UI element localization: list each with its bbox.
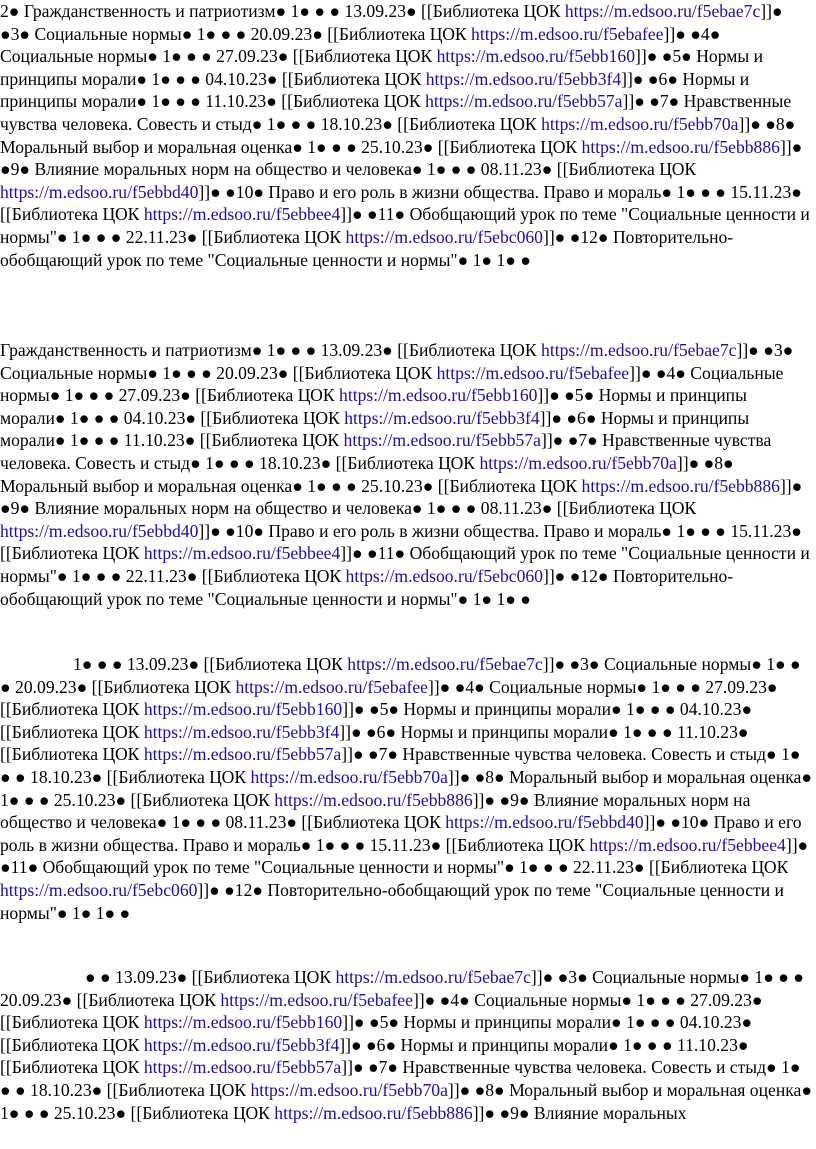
- paragraph-4: ● ● 13.09.23● [[Библиотека ЦОК https://m.edsoo.ru/f5ebae7c]]● ●3● Социальные нормы● 1● ● ● 20.09.23● [[Библиотека ЦОК https://m.edsoo.ru/f5ebafee]]● ●4● Социальные нормы● 1● ● ● 27.09.23● [[Библиотека ЦОК https://m.edsoo.ru/f5ebb160]]● ●5● Нормы и принципы морали● 1● ● ● 04.10.23● [[Библиотека ЦОК https://m.edsoo.ru/f5ebb3f4]]● ●6● Нормы и принципы морали● 1● ● ● 11.10.23● [[Библиотека ЦОК https://m.edsoo.ru/f5ebb57a]]● ●7● Нравственные чувства человека. Совесть и стыд● 1● ● ● 18.10.23● [[Библиотека ЦОК https://m.edsoo.ru/f5ebb70a]]● ●8● Моральный выбор и моральная оценка● 1● ● ● 25.10.23● [[Библиотека ЦОК https://m.edsoo.ru/f5ebb886]]● ●9● Влияние моральных: [0, 967, 812, 1123]
- library-link[interactable]: https://m.edsoo.ru/f5ebb886: [274, 1102, 473, 1123]
- library-link[interactable]: https://m.edsoo.ru/f5ebb3f4: [143, 1034, 340, 1055]
- library-link[interactable]: https://m.edsoo.ru/f5ebb886: [274, 789, 473, 810]
- library-link[interactable]: https://m.edsoo.ru/f5ebbd40: [0, 520, 199, 541]
- library-link[interactable]: https://m.edsoo.ru/f5ebc060: [0, 879, 198, 900]
- paragraph-3: 1● ● ● 13.09.23● [[Библиотека ЦОК https://m.edsoo.ru/f5ebae7c]]● ●3● Социальные нормы● 1● ● ● 20.09.23● [[Библиотека ЦОК https://m.edsoo.ru/f5ebafee]]● ●4● Социальные нормы● 1● ● ● 27.09.23● [[Библиотека ЦОК https://m.edsoo.ru/f5ebb160]]● ●5● Нормы и принципы морали● 1● ● ● 04.10.23● [[Библиотека ЦОК https://m.edsoo.ru/f5ebb3f4]]● ●6● Нормы и принципы морали● 1● ● ● 11.10.23● [[Библиотека ЦОК https://m.edsoo.ru/f5ebb57a]]● ●7● Нравственные чувства человека. Совесть и стыд● 1● ● ● 18.10.23● [[Библиотека ЦОК https://m.edsoo.ru/f5ebb70a]]● ●8● Моральный выбор и моральная оценка● 1● ● ● 25.10.23● [[Библиотека ЦОК https://m.edsoo.ru/f5ebb886]]● ●9● Влияние моральных норм на общество и человека● 1● ● ● 08.11.23● [[Библиотека ЦОК https://m.edsoo.ru/f5ebbd40]]● ●10● Право и его роль в жизни общества. Право и мораль● 1● ● ● 15.11.23● [[Библиотека ЦОК https://m.edsoo.ru/f5ebbee4]]● ●11● Обобщающий урок по теме "Социальные ценности и нормы"● 1● ● ● 22.11.23● [[Библиотека ЦОК https://m.edsoo.ru/f5ebc060]]● ●12● Повторительно-обобщающий урок по теме "Социальные ценности и нормы"● 1● 1● ●: [0, 654, 812, 923]
- library-link[interactable]: https://m.edsoo.ru/f5ebb160: [143, 699, 343, 720]
- library-link[interactable]: https://m.edsoo.ru/f5ebafee: [235, 676, 428, 697]
- library-link[interactable]: https://m.edsoo.ru/f5ebb70a: [250, 766, 448, 787]
- library-link[interactable]: https://m.edsoo.ru/f5ebb3f4: [143, 721, 340, 742]
- library-link[interactable]: https://m.edsoo.ru/f5ebb3f4: [425, 68, 622, 89]
- library-link[interactable]: https://m.edsoo.ru/f5ebafee: [220, 989, 413, 1010]
- library-link[interactable]: https://m.edsoo.ru/f5ebb57a: [425, 91, 623, 112]
- library-link[interactable]: https://m.edsoo.ru/f5ebb160: [339, 385, 538, 406]
- library-link[interactable]: https://m.edsoo.ru/f5ebae7c: [564, 1, 761, 21]
- library-link[interactable]: https://m.edsoo.ru/f5ebb70a: [541, 113, 739, 134]
- library-link[interactable]: https://m.edsoo.ru/f5ebb886: [581, 475, 780, 496]
- library-link[interactable]: https://m.edsoo.ru/f5ebc060: [345, 226, 543, 247]
- library-link[interactable]: https://m.edsoo.ru/f5ebbee4: [143, 204, 341, 225]
- paragraph-2: Гражданственность и патриотизм● 1● ● ● 13.09.23● [[Библиотека ЦОК https://m.edsoo.ru/f5ebae7c]]● ●3● Социальные нормы● 1● ● ● 20.09.23● [[Библиотека ЦОК https://m.edsoo.ru/f5ebafee]]● ●4● Социальные нормы● 1● ● ● 27.09.23● [[Библиотека ЦОК https://m.edsoo.ru/f5ebb160]]● ●5● Нормы и принципы морали● 1● ● ● 04.10.23● [[Библиотека ЦОК https://m.edsoo.ru/f5ebb3f4]]● ●6● Нормы и принципы морали● 1● ● ● 11.10.23● [[Библиотека ЦОК https://m.edsoo.ru/f5ebb57a]]● ●7● Нравственные чувства человека. Совесть и стыд● 1● ● ● 18.10.23● [[Библиотека ЦОК https://m.edsoo.ru/f5ebb70a]]● ●8● Моральный выбор и моральная оценка● 1● ● ● 25.10.23● [[Библиотека ЦОК https://m.edsoo.ru/f5ebb886]]● ●9● Влияние моральных норм на общество и человека● 1● ● ● 08.11.23● [[Библиотека ЦОК https://m.edsoo.ru/f5ebbd40]]● ●10● Право и его роль в жизни общества. Право и мораль● 1● ● ● 15.11.23● [[Библиотека ЦОК https://m.edsoo.ru/f5ebbee4]]● ●11● Обобщающий урок по теме "Социальные ценности и нормы"● 1● ● ● 22.11.23● [[Библиотека ЦОК https://m.edsoo.ru/f5ebc060]]● ●12● Повторительно-обобщающий урок по теме "Социальные ценности и нормы"● 1● 1● ●: [0, 340, 810, 609]
- library-link[interactable]: https://m.edsoo.ru/f5ebbee4: [143, 543, 341, 564]
- library-link[interactable]: https://m.edsoo.ru/f5ebb70a: [250, 1079, 448, 1100]
- library-link[interactable]: https://m.edsoo.ru/f5ebbee4: [589, 834, 786, 855]
- library-link[interactable]: https://m.edsoo.ru/f5ebb886: [581, 136, 780, 157]
- library-link[interactable]: https://m.edsoo.ru/f5ebbd40: [0, 181, 199, 202]
- library-link[interactable]: https://m.edsoo.ru/f5ebae7c: [541, 340, 737, 360]
- library-link[interactable]: https://m.edsoo.ru/f5ebae7c: [347, 654, 543, 674]
- library-link[interactable]: https://m.edsoo.ru/f5ebafee: [471, 23, 664, 44]
- library-link[interactable]: https://m.edsoo.ru/f5ebb3f4: [344, 407, 540, 428]
- library-link[interactable]: https://m.edsoo.ru/f5ebc060: [345, 565, 543, 586]
- paragraph-1: 2● Гражданственность и патриотизм● 1● ● ● 13.09.23● [[Библиотека ЦОК https://m.edsoo.ru/f5ebae7c]]● ●3● Социальные нормы● 1● ● ● 20.09.23● [[Библиотека ЦОК https://m.edsoo.ru/f5ebafee]]● ●4● Социальные нормы● 1● ● ● 27.09.23● [[Библиотека ЦОК https://m.edsoo.ru/f5ebb160]]● ●5● Нормы и принципы морали● 1● ● ● 04.10.23● [[Библиотека ЦОК https://m.edsoo.ru/f5ebb3f4]]● ●6● Нормы и принципы морали● 1● ● ● 11.10.23● [[Библиотека ЦОК https://m.edsoo.ru/f5ebb57a]]● ●7● Нравственные чувства человека. Совесть и стыд● 1● ● ● 18.10.23● [[Библиотека ЦОК https://m.edsoo.ru/f5ebb70a]]● ●8● Моральный выбор и моральная оценка● 1● ● ● 25.10.23● [[Библиотека ЦОК https://m.edsoo.ru/f5ebb886]]● ●9● Влияние моральных норм на общество и человека● 1● ● ● 08.11.23● [[Библиотека ЦОК https://m.edsoo.ru/f5ebbd40]]● ●10● Право и его роль в жизни общества. Право и мораль● 1● ● ● 15.11.23● [[Библиотека ЦОК https://m.edsoo.ru/f5ebbee4]]● ●11● Обобщающий урок по теме "Социальные ценности и нормы"● 1● ● ● 22.11.23● [[Библиотека ЦОК https://m.edsoo.ru/f5ebc060]]● ●12● Повторительно-обобщающий урок по теме "Социальные ценности и нормы"● 1● 1● ●: [0, 1, 810, 270]
- library-link[interactable]: https://m.edsoo.ru/f5ebb57a: [143, 1057, 342, 1078]
- library-link[interactable]: https://m.edsoo.ru/f5ebbd40: [445, 812, 644, 833]
- library-link[interactable]: https://m.edsoo.ru/f5ebb160: [143, 1012, 343, 1033]
- library-link[interactable]: https://m.edsoo.ru/f5ebae7c: [335, 967, 531, 987]
- library-link[interactable]: https://m.edsoo.ru/f5ebafee: [436, 362, 630, 383]
- library-link[interactable]: https://m.edsoo.ru/f5ebb160: [436, 46, 635, 67]
- library-link[interactable]: https://m.edsoo.ru/f5ebb70a: [479, 452, 677, 473]
- library-link[interactable]: https://m.edsoo.ru/f5ebb57a: [143, 744, 342, 765]
- library-link[interactable]: https://m.edsoo.ru/f5ebb57a: [343, 430, 541, 451]
